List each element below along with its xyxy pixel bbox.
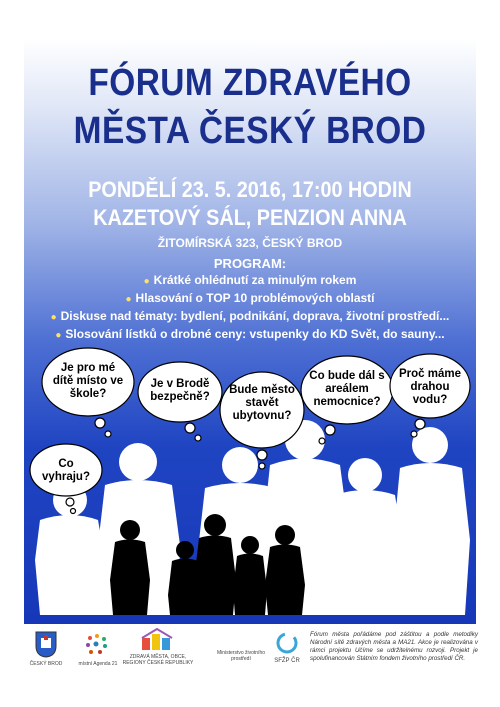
healthy-cities-icon	[140, 628, 174, 652]
logo-label-healthy-cities: ZDRAVÁ MĚSTA, OBCE, REGIONY ČESKÉ REPUBLIKY	[122, 654, 194, 666]
bubble-hospital: Co bude dál s areálem nemocnice?	[309, 370, 385, 408]
bubble-hostel: Bude město stavět ubytovnu?	[229, 384, 295, 422]
bullet-icon: ●	[143, 276, 150, 287]
footer-text: Fórum města pořádáme pod záštitou a podle metodiky Národní sítě zdravých města a MA21. Akce je realizována v rámci projektu Učíme se udržitelnému rozvoji. Projekt je spolufinancován Státním fondem životního prostředí ČR.	[310, 631, 478, 662]
bubble-school: Je pro mé dítě místo ve škole?	[52, 362, 124, 400]
bubble-win: Co vyhraju?	[42, 458, 90, 483]
title-line-2: MĚSTA ČESKÝ BROD	[73, 110, 427, 152]
program-item: ● Slosování lístků o drobné ceny: vstupenky do KD Svět, do sauny...	[55, 327, 445, 341]
sfzp-icon	[276, 632, 298, 654]
bullet-icon: ●	[55, 330, 62, 341]
program-item: ● Hlasování o TOP 10 problémových oblastí	[125, 291, 375, 305]
bubble-water: Proč máme drahou vodu?	[398, 368, 461, 406]
bubble-safety: Je v Brodě bezpečně?	[150, 378, 210, 403]
program-item: ● Diskuse nad tématy: bydlení, podnikání, doprava, životní prostředí...	[50, 309, 450, 323]
logo-label-sfzp: SFŽP ČR	[274, 658, 300, 664]
bullet-icon: ●	[125, 294, 132, 305]
program-heading: PROGRAM:	[213, 256, 287, 271]
town-crest-icon	[34, 630, 58, 658]
logo-label-agenda: místní Agenda 21	[78, 661, 118, 667]
logo-label-town: ČESKÝ BROD	[29, 661, 63, 667]
event-venue: KAZETOVÝ SÁL, PENZION ANNA	[93, 205, 407, 230]
logo-label-ministry: Ministerstvo životního prostředí	[216, 650, 266, 662]
event-address: ŽITOMÍRSKÁ 323, ČESKÝ BROD	[157, 236, 343, 250]
program-item: ● Krátké ohlédnutí za minulým rokem	[143, 273, 357, 287]
bullet-icon: ●	[50, 312, 57, 323]
event-date: PONDĚLÍ 23. 5. 2016, 17:00 HODIN	[88, 177, 412, 202]
agenda21-icon	[82, 632, 112, 658]
title-line-1: FÓRUM ZDRAVÉHO	[88, 62, 412, 104]
